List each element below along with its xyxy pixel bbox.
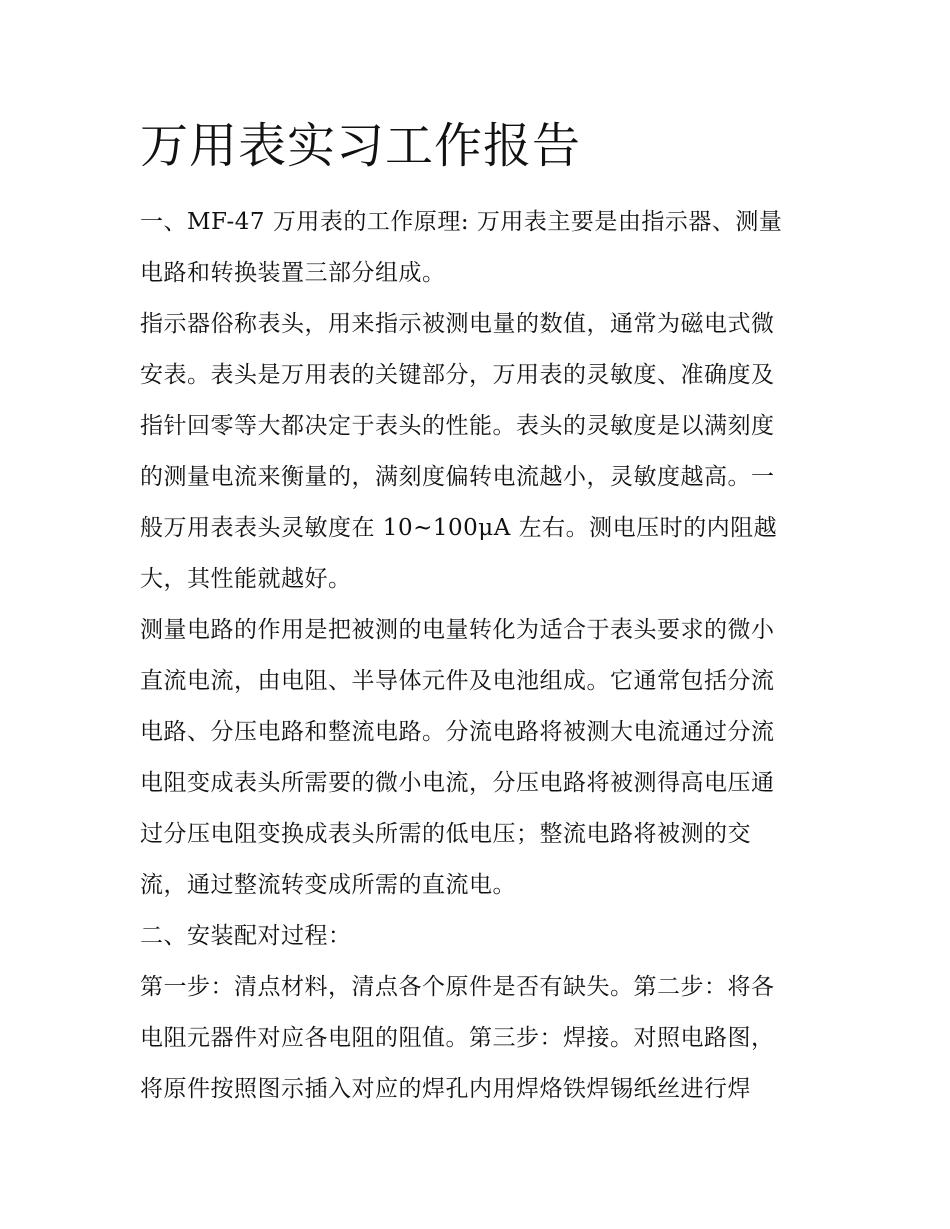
paragraph-line: 将原件按照图示插入对应的焊孔内用焊烙铁焊锡纸丝进行焊 (140, 1076, 751, 1102)
paragraph-line: 测量电路的作用是把被测的电量转化为适合于表头要求的微小 (140, 617, 775, 643)
paragraph-line: 流，通过整流转变成所需的直流电。 (140, 872, 516, 898)
paragraph-line: 电阻元器件对应各电阻的阻值。第三步：焊接。对照电路图， (140, 1025, 775, 1051)
paragraph-line: 第一步：清点材料，清点各个原件是否有缺失。第二步：将各 (140, 974, 775, 1000)
paragraph-line: 般万用表表头灵敏度在 10~100μA 左右。测电压时的内阻越 (140, 515, 778, 541)
paragraph-line: 电路、分压电路和整流电路。分流电路将被测大电流通过分流 (140, 719, 775, 745)
paragraph-line: 电路和转换装置三部分组成。 (140, 260, 446, 286)
paragraph-line: 一、MF-47 万用表的工作原理: 万用表主要是由指示器、测量 (140, 209, 783, 235)
paragraph-line: 大，其性能就越好。 (140, 566, 352, 592)
paragraph-line: 直流电流，由电阻、半导体元件及电池组成。它通常包括分流 (140, 668, 775, 694)
paragraph-line: 过分压电阻变换成表头所需的低电压；整流电路将被测的交 (140, 821, 751, 847)
paragraph-line: 指针回零等大都决定于表头的性能。表头的灵敏度是以满刻度 (140, 413, 775, 439)
section-heading: 二、安装配对过程： (140, 923, 352, 949)
paragraph-line: 安表。表头是万用表的关键部分，万用表的灵敏度、准确度及 (140, 362, 775, 388)
document-title: 万用表实习工作报告 (140, 118, 582, 174)
paragraph-line: 电阻变成表头所需要的微小电流，分压电路将被测得高电压通 (140, 770, 775, 796)
paragraph-line: 的测量电流来衡量的，满刻度偏转电流越小，灵敏度越高。一 (140, 464, 775, 490)
paragraph-line: 指示器俗称表头，用来指示被测电量的数值，通常为磁电式微 (140, 311, 775, 337)
